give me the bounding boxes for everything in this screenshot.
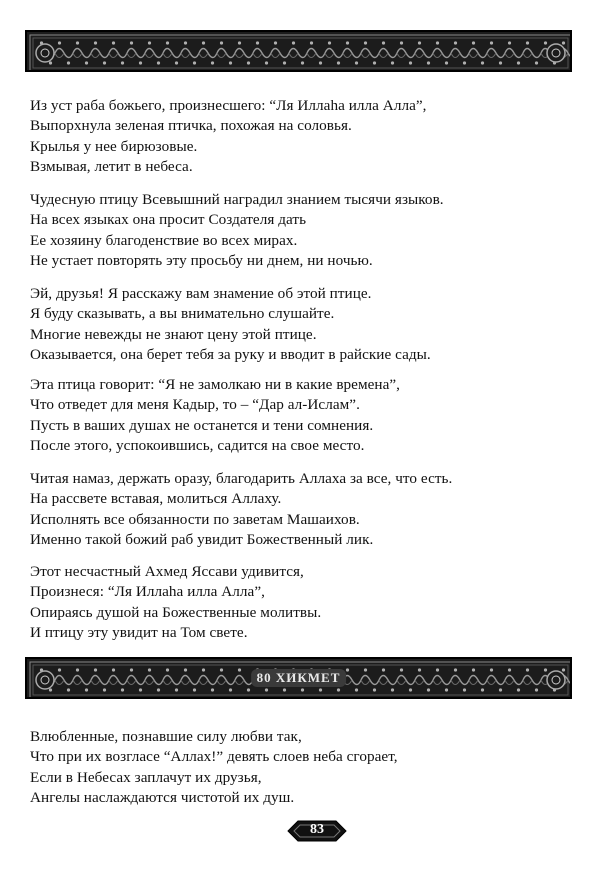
- ornament-dot: [76, 668, 79, 671]
- ornament-dot: [85, 61, 88, 64]
- ornament-dot: [391, 61, 394, 64]
- ornament-dot: [517, 688, 520, 691]
- ornament-dot: [121, 688, 124, 691]
- ornament-dot: [49, 61, 52, 64]
- ornament-scroll: [487, 680, 496, 685]
- ornament-dot: [355, 61, 358, 64]
- ornament-dot: [76, 41, 79, 44]
- ornament-dot: [337, 61, 340, 64]
- verse-line: Ангелы наслаждаются чистотой их душ.: [30, 788, 295, 806]
- ornament-scroll: [235, 53, 244, 58]
- ornament-dot: [112, 41, 115, 44]
- ornament-dot: [58, 668, 61, 671]
- ornament-scroll: [451, 53, 460, 58]
- ornament-dot: [427, 61, 430, 64]
- ornament-dot: [175, 688, 178, 691]
- ornament-dot: [418, 41, 421, 44]
- ornament-dot: [265, 61, 268, 64]
- ornament-scroll: [145, 53, 154, 58]
- ornament-scroll: [451, 680, 460, 685]
- page-number-badge: [286, 820, 348, 842]
- stanza-7: [30, 727, 570, 808]
- ornament-scroll: [523, 680, 532, 685]
- ornament-dot: [274, 41, 277, 44]
- stanza-2: [30, 190, 570, 271]
- ornament-dot: [508, 668, 511, 671]
- ornament-dot: [481, 61, 484, 64]
- ornament-dot: [130, 668, 133, 671]
- ornament-dot: [436, 668, 439, 671]
- ornament-scroll: [91, 53, 100, 58]
- ornament-dot: [490, 668, 493, 671]
- verse-line: И птицу эту увидит на Том свете.: [30, 623, 248, 641]
- ornament-scroll: [325, 53, 334, 58]
- ornament-scroll: [109, 53, 118, 58]
- ornament-dot: [472, 668, 475, 671]
- ornament-scroll: [343, 53, 352, 58]
- verse-line: Эта птица говорит: “Я не замолкаю ни в какие времена”,: [30, 376, 401, 393]
- ornament-dot: [229, 61, 232, 64]
- ornament-dot: [139, 688, 142, 691]
- ornament-dot: [535, 688, 538, 691]
- verse-line: Если в Небесах заплачут их друзья,: [30, 768, 262, 786]
- ornament-scroll: [397, 53, 406, 58]
- verse-line: Именно такой божий раб увидит Божественный лик.: [30, 530, 374, 548]
- header-ornament-banner: [25, 30, 572, 72]
- ornament-dot: [301, 61, 304, 64]
- ornament-dot: [265, 688, 268, 691]
- ornament-dot: [94, 668, 97, 671]
- ornament-scroll: [199, 680, 208, 685]
- ornament-dot: [355, 688, 358, 691]
- ornament-dot: [526, 41, 529, 44]
- ornament-scroll: [379, 53, 388, 58]
- ornament-dot: [202, 668, 205, 671]
- ornament-dot: [328, 41, 331, 44]
- ornament-dot: [562, 668, 565, 671]
- ornament-dot: [67, 688, 70, 691]
- ornament-dot: [445, 61, 448, 64]
- ornament-rosette: [547, 44, 565, 62]
- stanza-3: [30, 284, 570, 365]
- ornament-dot: [193, 61, 196, 64]
- ornament-scroll: [199, 53, 208, 58]
- ornament-dot: [202, 41, 205, 44]
- ornament-dot: [364, 668, 367, 671]
- ornament-dot: [373, 688, 376, 691]
- ornament-dot: [184, 41, 187, 44]
- ornament-dot: [67, 61, 70, 64]
- ornament-dot: [310, 41, 313, 44]
- ornament-dot: [103, 688, 106, 691]
- ornament-dot: [238, 668, 241, 671]
- ornament-scroll: [163, 680, 172, 685]
- ornament-dot: [319, 61, 322, 64]
- verse-line: Оказывается, она берет тебя за руку и вводит в райские сады.: [30, 345, 431, 363]
- ornament-dot: [166, 668, 169, 671]
- ornament-scroll: [415, 680, 424, 685]
- ornament-scroll: [307, 53, 316, 58]
- ornament-scroll: [253, 53, 262, 58]
- verse-line: Выпорхнула зеленая птичка, похожая на соловья.: [30, 117, 352, 135]
- ornament-dot: [85, 688, 88, 691]
- ornament-dot: [139, 61, 142, 64]
- section-ornament-banner: [25, 657, 572, 699]
- ornament-dot: [409, 61, 412, 64]
- ornament-dot: [490, 41, 493, 44]
- verse-line: Пусть в ваших душах не останется и тени сомнения.: [30, 416, 374, 434]
- ornament-scroll: [217, 680, 226, 685]
- ornament-dot: [301, 688, 304, 691]
- ornament-dot: [148, 41, 151, 44]
- ornament-dot: [58, 41, 61, 44]
- verse-line: Я буду сказывать, а вы внимательно слушайте.: [30, 305, 335, 323]
- verse-line: Многие невежды не знают цену этой птице.: [30, 325, 317, 343]
- verse-line: Эй, друзья! Я расскажу вам знамение об этой птице.: [30, 285, 372, 302]
- verse-line: Влюбленные, познавшие силу любви так,: [30, 728, 302, 745]
- ornament-dot: [346, 41, 349, 44]
- ornament-scroll: [487, 53, 496, 58]
- ornament-scroll: [145, 680, 154, 685]
- ornament-scroll: [505, 680, 514, 685]
- ornament-scroll: [109, 680, 118, 685]
- ornament-dot: [454, 668, 457, 671]
- ornament-dot: [454, 41, 457, 44]
- verse-line: Крылья у нее бирюзовые.: [30, 137, 198, 155]
- ornament-dot: [481, 688, 484, 691]
- ornament-dot: [148, 668, 151, 671]
- ornament-scroll: [73, 680, 82, 685]
- ornament-dot: [382, 41, 385, 44]
- ornament-dot: [238, 41, 241, 44]
- stanza-1: [30, 96, 570, 177]
- ornament-pattern: [27, 32, 572, 72]
- verse-line: Из уст раба божьего, произнесшего: “Ля Иллаhа илла Алла”,: [30, 97, 427, 114]
- ornament-dot: [445, 688, 448, 691]
- verse-line: На рассвете вставая, молиться Аллаху.: [30, 490, 282, 508]
- ornament-dot: [418, 668, 421, 671]
- ornament-scroll: [181, 680, 190, 685]
- ornament-scroll: [73, 53, 82, 58]
- ornament-dot: [211, 688, 214, 691]
- ornament-dot: [103, 61, 106, 64]
- ornament-scroll: [181, 53, 190, 58]
- ornament-dot: [400, 668, 403, 671]
- ornament-dot: [499, 61, 502, 64]
- ornament-dot: [382, 668, 385, 671]
- verse-line: На всех языках она просит Создателя дать: [30, 211, 307, 229]
- ornament-dot: [463, 61, 466, 64]
- ornament-dot: [427, 688, 430, 691]
- ornament-scroll: [523, 53, 532, 58]
- ornament-dot: [220, 41, 223, 44]
- verse-line: Ее хозяину благоденствие во всех мирах.: [30, 231, 298, 249]
- ornament-scroll: [361, 680, 370, 685]
- verse-line: Читая намаз, держать оразу, благодарить Аллаха за все, что есть.: [30, 470, 453, 487]
- ornament-dot: [193, 688, 196, 691]
- ornament-rosette: [36, 671, 54, 689]
- section-title: 80 ХИКМЕТ: [251, 669, 347, 687]
- ornament-dot: [220, 668, 223, 671]
- ornament-scroll: [289, 53, 298, 58]
- ornament-dot: [337, 688, 340, 691]
- verse-line: Чудесную птицу Всевышний наградил знанием тысячи языков.: [30, 191, 444, 208]
- ornament-dot: [112, 668, 115, 671]
- ornament-dot: [184, 668, 187, 671]
- ornament-frame: [30, 35, 571, 71]
- ornament-rosette: [36, 44, 54, 62]
- ornament-dot: [130, 41, 133, 44]
- ornament-scroll: [163, 53, 172, 58]
- ornament-dot: [526, 668, 529, 671]
- ornament-dot: [544, 41, 547, 44]
- ornament-dot: [247, 61, 250, 64]
- verse-line: Что при их возгласе “Аллах!” девять слоев неба сгорает,: [30, 748, 398, 766]
- ornament-dot: [256, 41, 259, 44]
- verse-line: Произнеся: “Ля Иллаhа илла Алла”,: [30, 583, 265, 601]
- ornament-scroll: [235, 680, 244, 685]
- ornament-dot: [283, 688, 286, 691]
- ornament-scroll: [433, 680, 442, 685]
- ornament-scroll: [397, 680, 406, 685]
- ornament-dot: [49, 688, 52, 691]
- verse-line: Опираясь душой на Божественные молитвы.: [30, 603, 322, 621]
- ornament-dot: [175, 61, 178, 64]
- ornament-scroll: [55, 680, 64, 685]
- ornament-dot: [166, 41, 169, 44]
- ornament-dot: [229, 688, 232, 691]
- ornament-scroll: [469, 680, 478, 685]
- ornament-dot: [373, 61, 376, 64]
- ornament-dot: [571, 688, 572, 691]
- ornament-scroll: [469, 53, 478, 58]
- ornament-dot: [157, 61, 160, 64]
- verse-line: После этого, успокоившись, садится на свое место.: [30, 436, 365, 454]
- ornament-dot: [94, 41, 97, 44]
- ornament-dot: [499, 688, 502, 691]
- ornament-dot: [247, 688, 250, 691]
- ornament-dot: [319, 688, 322, 691]
- ornament-dot: [157, 688, 160, 691]
- ornament-dot: [463, 688, 466, 691]
- ornament-dot: [535, 61, 538, 64]
- ornament-scroll: [505, 53, 514, 58]
- verse-line: Не устает повторять эту просьбу ни днем, ни ночью.: [30, 251, 373, 269]
- ornament-dot: [346, 668, 349, 671]
- verse-line: Что отведет для меня Кадыр, то – “Дар ал-Ислам”.: [30, 396, 360, 414]
- ornament-dot: [400, 41, 403, 44]
- ornament-dot: [571, 61, 572, 64]
- ornament-scroll: [217, 53, 226, 58]
- stanza-6: [30, 562, 570, 643]
- ornament-dot: [391, 688, 394, 691]
- verse-line: Этот несчастный Ахмед Яссави удивится,: [30, 563, 304, 580]
- ornament-scroll: [379, 680, 388, 685]
- ornament-dot: [436, 41, 439, 44]
- stanza-5: [30, 469, 570, 550]
- verse-line: Взмывая, летит в небеса.: [30, 157, 193, 175]
- ornament-dot: [409, 688, 412, 691]
- ornament-scroll: [127, 53, 136, 58]
- ornament-dot: [121, 61, 124, 64]
- ornament-scroll: [127, 680, 136, 685]
- ornament-scroll: [361, 53, 370, 58]
- ornament-dot: [364, 41, 367, 44]
- ornament-rosette: [547, 671, 565, 689]
- ornament-dot: [472, 41, 475, 44]
- ornament-dot: [544, 668, 547, 671]
- ornament-dot: [517, 61, 520, 64]
- page-number: 83: [310, 822, 324, 837]
- ornament-dot: [508, 41, 511, 44]
- ornament-dot: [211, 61, 214, 64]
- verse-line: Исполнять все обязанности по заветам Машаихов.: [30, 510, 360, 528]
- ornament-dot: [562, 41, 565, 44]
- ornament-dot: [283, 61, 286, 64]
- ornament-scroll: [271, 53, 280, 58]
- ornament-scroll: [55, 53, 64, 58]
- stanza-4: [30, 375, 570, 456]
- ornament-scroll: [91, 680, 100, 685]
- ornament-scroll: [415, 53, 424, 58]
- ornament-dot: [292, 41, 295, 44]
- ornament-scroll: [433, 53, 442, 58]
